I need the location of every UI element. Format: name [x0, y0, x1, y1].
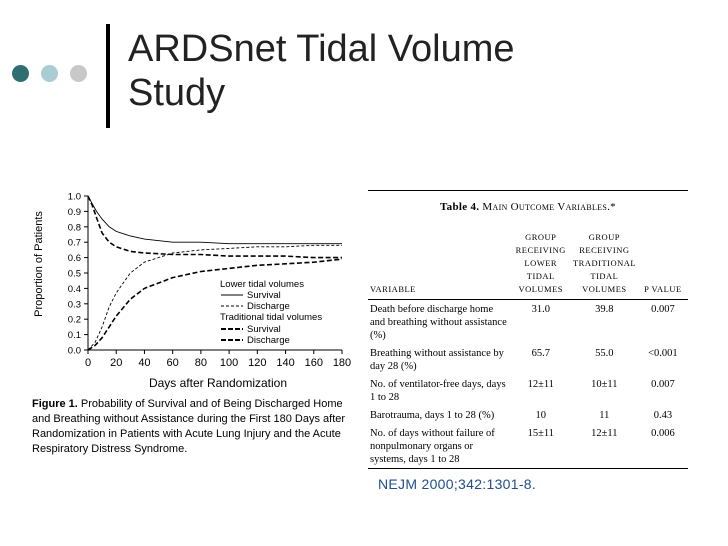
slide-title: [128, 27, 515, 115]
cell-traditional: 39.8: [595, 304, 614, 315]
y-tick-label: 0.7: [67, 237, 81, 249]
table-title: [368, 201, 688, 213]
figure-caption-text: Probability of Survival and of Being Discharged Home and Breathing without Assistance during the First 180 Days after Randomization in Patients with Acute Lung Injury and the Acute Respiratory Distress Syndrome.: [32, 398, 346, 455]
series-line-1: [88, 196, 342, 244]
cell-lower: 65.7: [531, 348, 550, 359]
cell-p: <0.001: [648, 348, 678, 359]
table-row: [368, 424, 688, 468]
header-variable: VARIABLE: [370, 284, 416, 294]
figure-caption: [32, 397, 357, 457]
cell-variable: Breathing without assistance by day 28 (%): [370, 348, 504, 372]
cell-variable: Barotrauma, days 1 to 28 (%): [370, 410, 495, 421]
cell-variable: No. of days without failure of nonpulmonary organs or systems, days 1 to 28: [370, 428, 495, 465]
x-tick-label: 80: [194, 357, 208, 369]
legend-group1-discharge-label: Discharge: [247, 301, 290, 312]
cell-traditional: 11: [599, 410, 610, 421]
citation: NEJM 2000;342:1301-8.: [378, 476, 537, 492]
dot-gray: [70, 65, 87, 82]
y-tick-label: 0.5: [67, 268, 81, 280]
y-tick-label: 0.0: [67, 345, 81, 357]
survival-chart: [30, 186, 360, 394]
table-row: [368, 344, 688, 375]
y-tick-label: 0.3: [67, 299, 81, 311]
y-tick-label: 0.8: [67, 222, 81, 234]
title-divider: [106, 24, 110, 128]
series-line-3: [88, 196, 342, 258]
chart-legend: [220, 279, 322, 346]
cell-p: 0.43: [653, 410, 673, 421]
y-tick-label: 0.9: [67, 206, 81, 218]
figure-caption-label: Figure 1.: [32, 398, 78, 410]
cell-p: 0.007: [651, 379, 675, 390]
x-tick-label: 40: [138, 357, 151, 369]
legend-group2-discharge-label: Discharge: [247, 335, 290, 346]
x-tick-label: 140: [276, 357, 295, 369]
chart-series: [88, 196, 342, 350]
y-tick-label: 0.1: [67, 330, 81, 342]
x-tick-label: 180: [332, 357, 352, 369]
dot-light-blue: [41, 65, 58, 82]
legend-group2-title: Traditional tidal volumes: [220, 312, 323, 323]
header-lower-tidal: GROUP RECEIVING LOWER TIDAL VOLUMES: [515, 232, 566, 294]
x-tick-label: 20: [110, 357, 123, 369]
y-tick-label: 0.2: [67, 314, 81, 326]
chart-x-axis-label: Days after Randomization: [148, 376, 288, 390]
cell-p: 0.007: [651, 304, 675, 315]
table-row: [368, 375, 688, 406]
cell-traditional: 10±11: [591, 379, 618, 390]
table-title-text: Main Outcome Variables.*: [482, 201, 616, 213]
table-title-label: Table 4.: [440, 201, 480, 213]
table-top-rule: [368, 190, 688, 191]
outcome-table: [368, 190, 688, 469]
legend-group2-survival-label: Survival: [247, 324, 281, 335]
cell-variable: Death before discharge home and breathing without assistance (%): [370, 304, 507, 341]
y-tick-label: 0.4: [67, 283, 81, 295]
legend-group1-title: Lower tidal volumes: [220, 279, 304, 290]
cell-traditional: 12±11: [591, 428, 618, 439]
chart-y-axis-label: Proportion of Patients: [33, 211, 45, 317]
outcome-table-grid: [368, 231, 688, 468]
table-bottom-rule: [368, 468, 688, 469]
x-tick-label: 100: [219, 357, 239, 369]
cell-variable: No. of ventilator-free days, days 1 to 28: [370, 379, 506, 403]
cell-lower: 31.0: [531, 304, 550, 315]
table-row: [368, 300, 688, 345]
legend-group1-survival-label: Survival: [247, 290, 281, 301]
cell-p: 0.006: [651, 428, 675, 439]
table-header-row: [368, 231, 688, 300]
chart-ticks: [68, 192, 351, 370]
x-tick-label: 60: [166, 357, 179, 369]
x-tick-label: 120: [248, 357, 267, 369]
series-line-4: [88, 259, 342, 350]
table-row: [368, 406, 688, 424]
dot-teal: [12, 65, 29, 82]
cell-lower: 12±11: [527, 379, 554, 390]
chart-axes: [88, 196, 342, 350]
cell-lower: 15±11: [527, 428, 554, 439]
cell-lower: 10: [535, 410, 546, 421]
header-traditional-tidal: GROUP RECEIVING TRADITIONAL TIDAL VOLUMES: [572, 232, 637, 294]
x-tick-label: 0: [84, 357, 92, 369]
header-p-value: P VALUE: [644, 284, 682, 294]
y-tick-label: 0.6: [67, 253, 81, 265]
slide-title-line1: ARDSnet Tidal Volume: [128, 28, 515, 70]
slide-title-line2: Study: [128, 72, 226, 114]
x-tick-label: 160: [304, 357, 323, 369]
series-line-2: [88, 245, 342, 350]
cell-traditional: 55.0: [595, 348, 614, 359]
y-tick-label: 1.0: [67, 191, 81, 203]
